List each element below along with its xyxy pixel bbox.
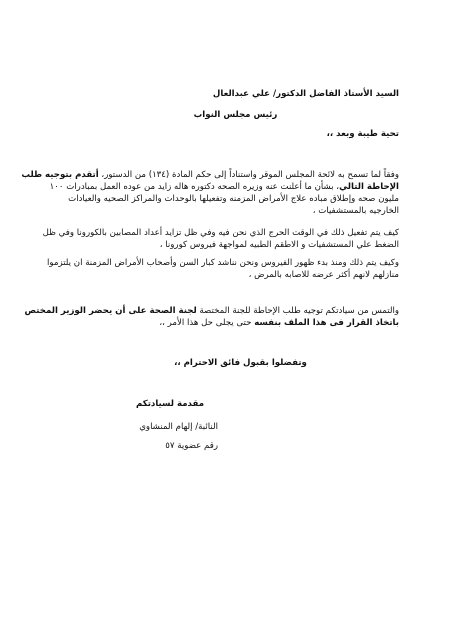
paragraph-1-line-1: [21, 169, 399, 181]
paragraph-1-line-2-bold: الإحاطة التالي: [339, 182, 399, 192]
recipient-title: رئيس مجلس النواب: [193, 110, 278, 120]
paragraph-2-line-1: كيف يتم تفعيل ذلك في الوقت الحرج الذي نحن فيه وفي ظل تزايد أعداد المصابين بالكورونا وفي ظل: [42, 228, 399, 238]
paragraph-1-line-4: الخارجيه بالمستشفيات ،: [312, 206, 399, 216]
paragraph-4-line-2-bold: باتخاذ القرار فى هذا الملف بنفسه: [254, 318, 399, 328]
paragraph-4-line-2: [40, 317, 399, 329]
paragraph-1-line-3: مليون صحه وإطلاق مباده علاج الأمراض المزمنه وتفعيلها بالوحدات والمراكز الصحيه والعيادات: [68, 194, 399, 204]
paragraph-2-line-2: الضغط علي المستشفيات و الاطقم الطبيه لمواجهة فيروس كورونا ،: [159, 240, 399, 250]
signature-membership: رقم عضوية ٥٧: [165, 441, 218, 451]
closing-line: وتفضلوا بقبول فائق الاحترام ،،: [174, 358, 307, 368]
signature-name: النائبة/ إلهام المنشاوي: [139, 422, 218, 432]
paragraph-3-line-1: وكيف يتم ذلك ومنذ بدء ظهور الفيروس ونحن نناشد كبار السن وأصحاب الأمراض المزمنة ان يلتزموا: [47, 258, 399, 268]
paragraph-1-line-2: [40, 181, 399, 193]
paragraph-1-line-2-text: ، بشأن ما أعلنت عنه وزيره الصحه دكتوره هاله زايد من عوده العمل بمبادرات ١٠٠: [49, 182, 340, 192]
recipient-name: السيد الأستاذ الفاضل الدكتور/ علي عبدالعال: [212, 89, 399, 99]
greeting: تحية طيبة وبعد ،،: [326, 129, 399, 139]
paragraph-4-line-2-text: حتى يجلى حل هذا الأمر ،،: [159, 318, 255, 328]
paragraph-3-line-2: منازلهم لانهم أكثر عرضه للاصابه بالمرض ،: [248, 270, 399, 280]
paragraph-4-line-1-bold: لجنة الصحة على أن يحضر الوزير المختص: [24, 306, 197, 316]
signature-presented-by: مقدمة لسيادتكم: [135, 399, 205, 409]
paragraph-1-line-1-text: وفقاً لما تسمح به لائحة المجلس الموقر واستناداً إلى حكم المادة (١٣٤) من الدستور،: [98, 170, 399, 180]
paragraph-4-line-1: [24, 305, 399, 317]
paragraph-4-line-1-text: والتمس من سيادتكم توجيه طلب الإحاطة للجنة المختصة: [196, 306, 399, 316]
paragraph-1-line-1-bold: أتقدم بتوجيه طلب: [21, 170, 99, 180]
